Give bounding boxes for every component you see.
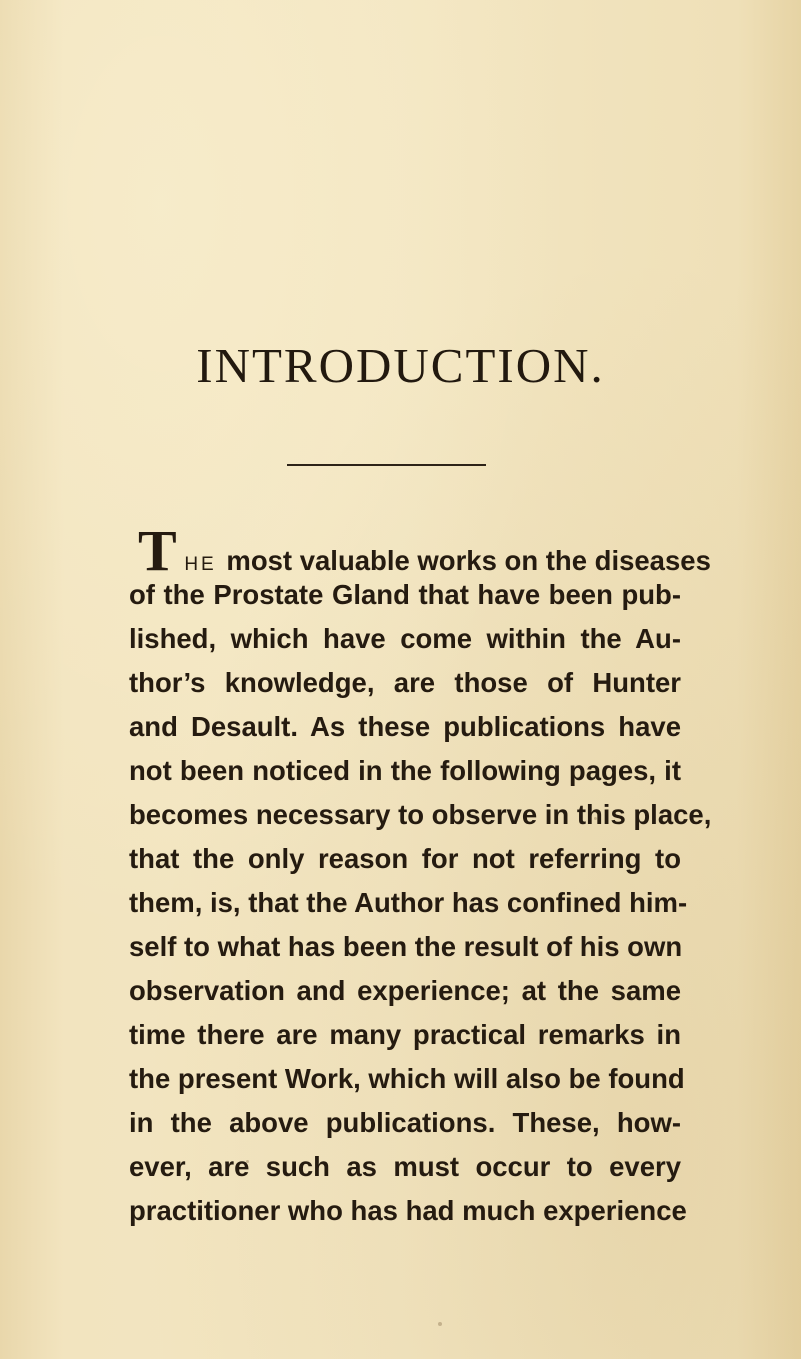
text-line: the present Work, which will also be found (129, 1063, 685, 1094)
text-line: lished, which have come within the Au- (129, 623, 681, 654)
text-line: not been noticed in the following pages, it (129, 755, 681, 786)
text-line: in the above publications. These, how- (129, 1107, 681, 1138)
text-line: self to what has been the result of his own (129, 931, 683, 962)
text-line: practitioner who has had much experience (129, 1195, 687, 1226)
title-divider (287, 464, 486, 466)
drop-cap: T (138, 518, 177, 583)
text-line: ever, are such as must occur to every (129, 1151, 681, 1182)
line-text: most valuable works on the diseases (226, 545, 711, 576)
body-paragraph (129, 518, 712, 1233)
first-word-smallcaps: HE (184, 554, 217, 575)
text-line: becomes necessary to observe in this place, (129, 799, 712, 830)
text-line (129, 518, 711, 583)
text-line: and Desault. As these publications have (129, 711, 681, 742)
page-title: INTRODUCTION. (196, 338, 605, 393)
text-line: observation and experience; at the same (129, 975, 681, 1006)
text-line: them, is, that the Author has confined him- (129, 887, 688, 918)
text-line: thor’s knowledge, are those of Hunter (129, 667, 681, 698)
text-line: of the Prostate Gland that have been pub- (129, 579, 681, 610)
paper-speck (438, 1322, 442, 1326)
text-line: time there are many practical remarks in (129, 1019, 681, 1050)
text-line: that the only reason for not referring to (129, 843, 681, 874)
